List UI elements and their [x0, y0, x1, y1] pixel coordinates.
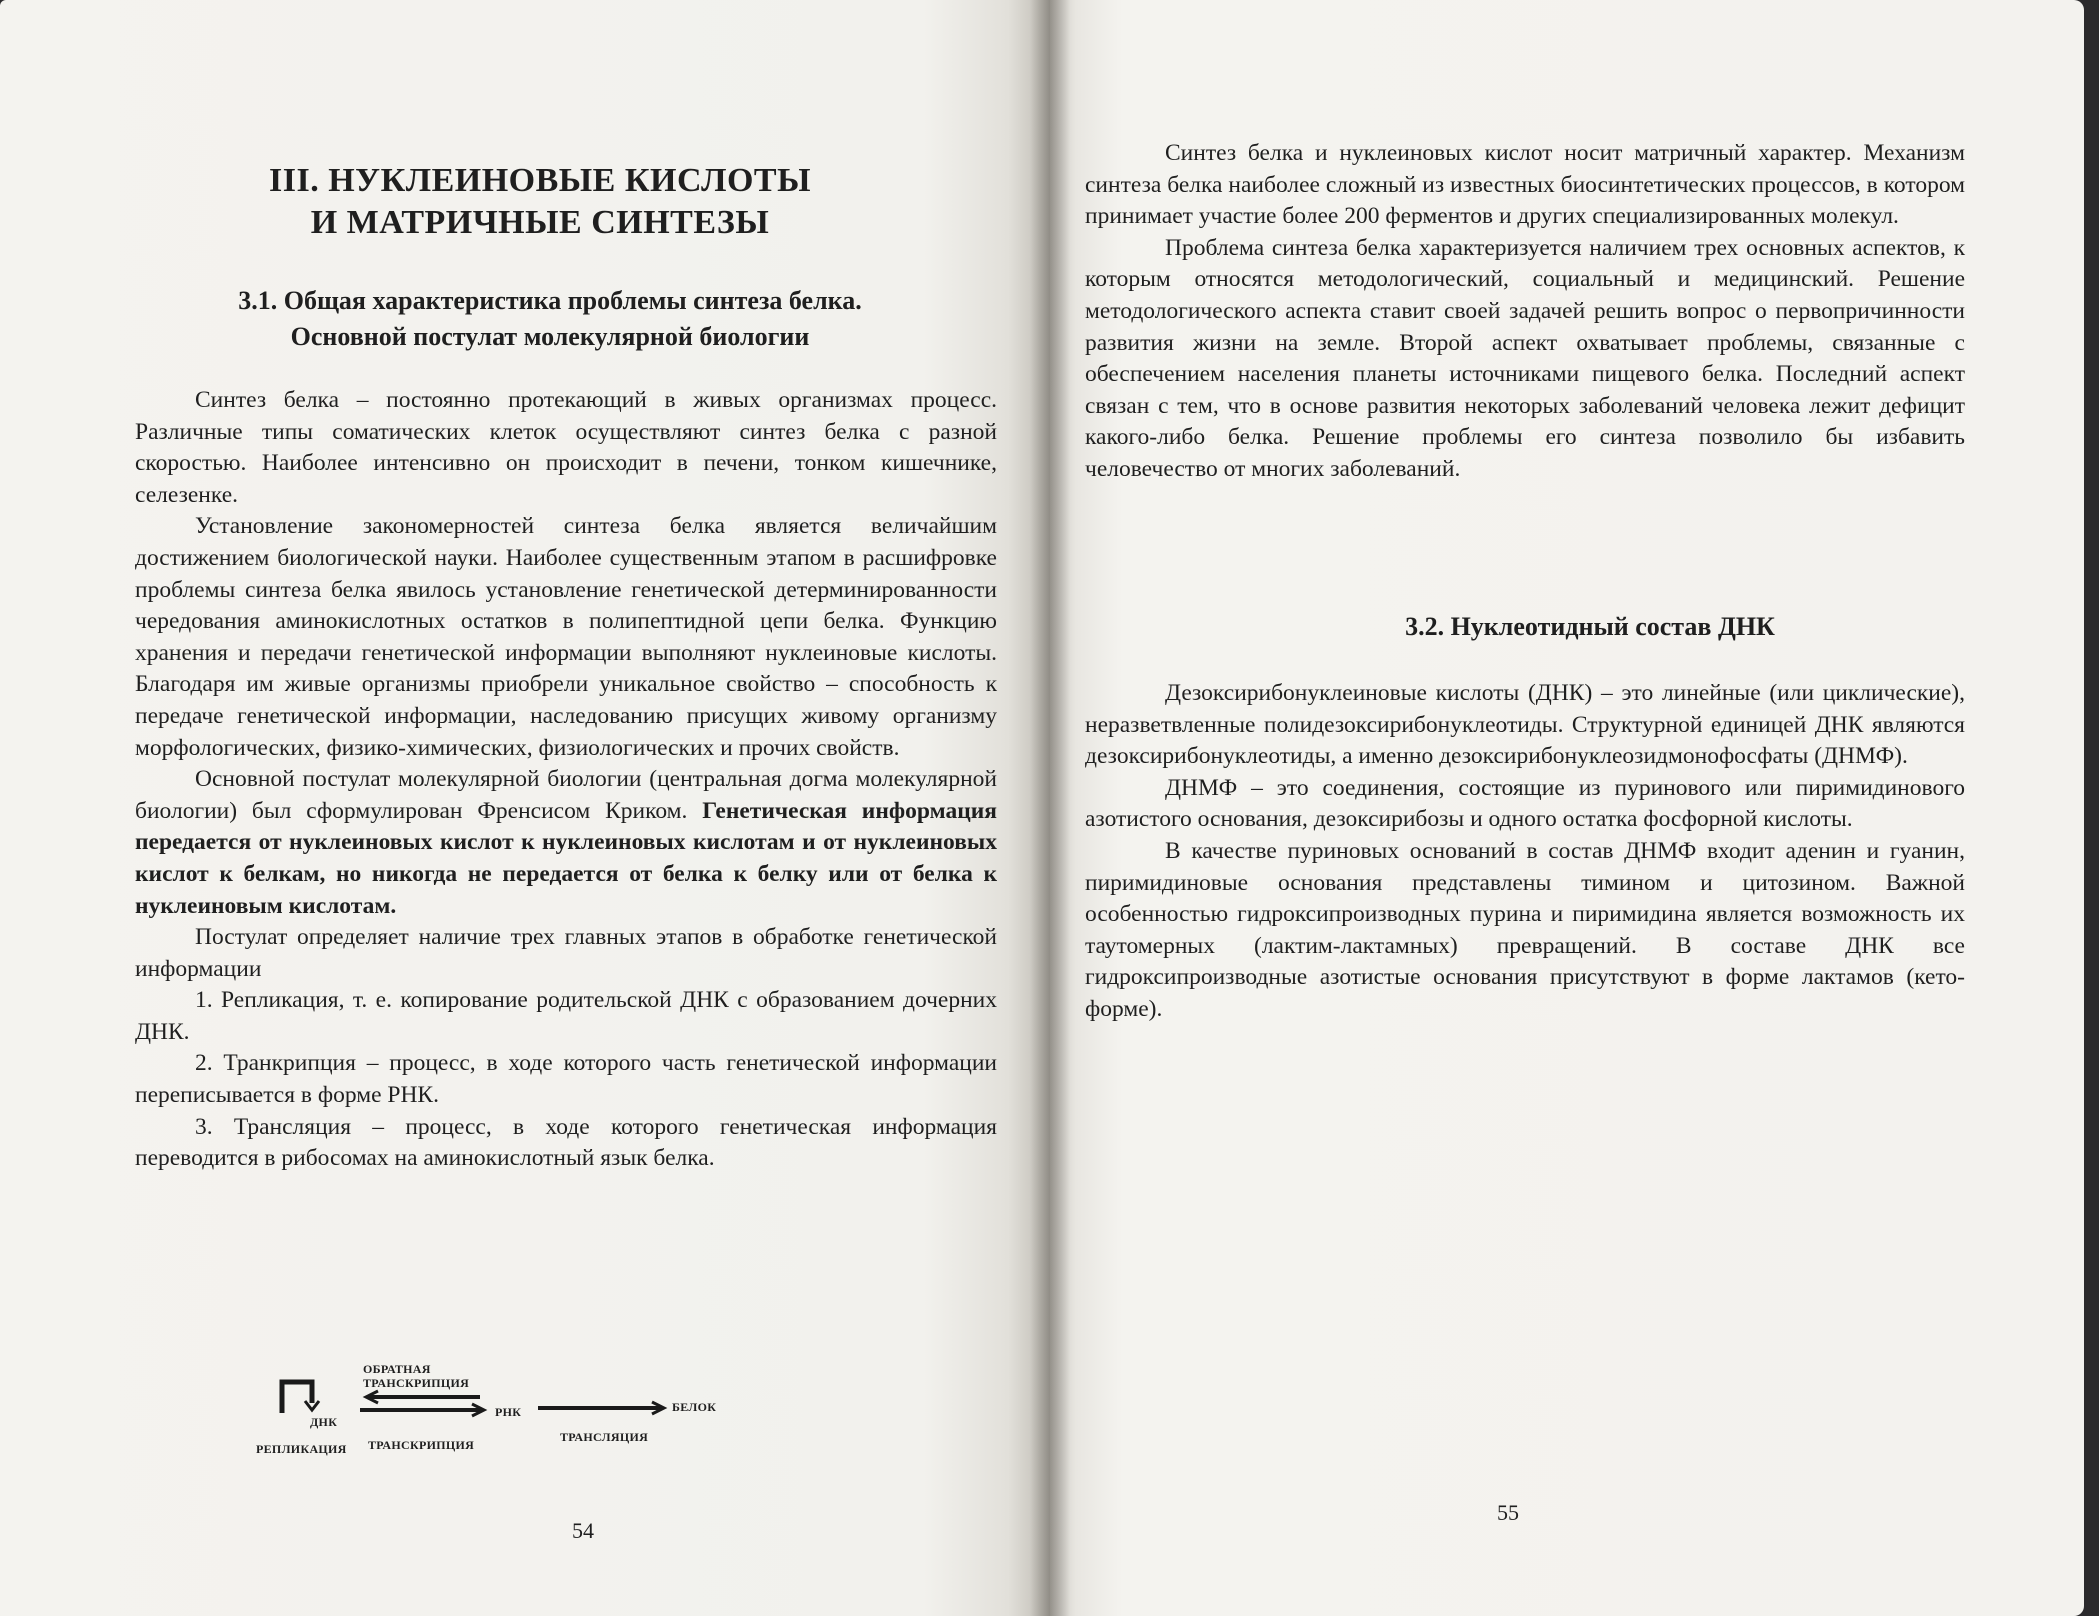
label-rna: РНК: [495, 1405, 522, 1419]
stage-item: 3. Трансляция – процесс, в ходе которого генетическая информация переводится в рибосомах на аминокислотный язык белка.: [135, 1113, 997, 1172]
chapter-title-line-2: И МАТРИЧНЫЕ СИНТЕЗЫ: [310, 204, 770, 241]
paragraph: Установление закономерностей синтеза белка является величайшим достижением биологической науки. Наиболее существенным этапом в расшифровке проблемы синтеза белка явилось установление генетической детерминированности чередования аминокислотных остатков в полипептидной цепи белка. Функцию хранения и передачи генетической информации выполняют нуклеиновые кислоты. Благодаря им живые организмы приобрели уникальное свойство – способность к передаче генетической информации, наследованию присущих живому организму морфологических, физико-химических, физиологических и прочих свойств.: [135, 513, 997, 761]
stage-item: 2. Транкрипция – процесс, в ходе которого часть генетической информации переписывается в форме РНК.: [135, 1050, 997, 1109]
paragraph: В качестве пуриновых оснований в состав ДНМФ входит аденин и гуанин, пиримидиновые основания представлены тимином и цитозином. Важной особенностью гидроксипроизводных пурина и пиримидина является возможность их таутомерных (лактим-лактамных) превращений. В составе ДНК все гидроксипроизводные азотистые основания присутствуют в форме лактамов (кето-форме).: [1085, 837, 1965, 1022]
stage-item: 1. Репликация, т. е. копирование родительской ДНК с образованием дочерних ДНК.: [135, 987, 997, 1045]
label-reverse-transcription-1: ОБРАТНАЯ: [363, 1362, 431, 1376]
label-translation: ТРАНСЛЯЦИЯ: [560, 1430, 649, 1444]
chapter-title-line-1: III. НУКЛЕИНОВЫЕ КИСЛОТЫ: [269, 162, 811, 199]
paragraph: Дезоксирибонуклеиновые кислоты (ДНК) – это линейные (или циклические), неразветвленные полидезоксирибонуклеотиды. Структурной единицей ДНК являются дезоксирибонуклеотиды, а именно дезоксирибонуклеозидмонофосфаты (ДНМФ).: [1085, 680, 1965, 770]
section-title-line-1: 3.1. Общая характеристика проблемы синтеза белка.: [238, 286, 862, 315]
central-dogma-diagram: [250, 1350, 750, 1470]
postulate-bold-text: Генетическая информация передается от нуклеиновых кислот к нуклеиновых кислотам и от нуклеиновых кислот к белкам, но никогда не передается от белка к белку или от белка к нуклеиновым кислотам.: [135, 797, 997, 919]
replication-loop-arrow: [282, 1382, 312, 1413]
label-transcription: ТРАНСКРИПЦИЯ: [368, 1438, 475, 1452]
paragraph: ДНМФ – это соединения, состоящие из пуринового или пиримидинового азотистого основания, дезоксирибозы и одного остатка фосфорной кислоты.: [1085, 774, 1965, 833]
paragraph: Синтез белка – постоянно протекающий в живых организмах процесс. Различные типы соматических клеток осуществляют синтез белка с разной скоростью. Наиболее интенсивно он происходит в печени, тонком кишечнике, селезенке.: [135, 387, 997, 508]
section-title-3-1: [170, 283, 930, 355]
postulate-paragraph: [135, 764, 997, 922]
postulate-text: Основной постулат молекулярной биологии (центральная догма молекулярной биологии) был сформулирован Френсисом Криком.: [135, 766, 997, 824]
book-spine: [1030, 0, 1070, 1616]
right-body-text-2: [1085, 678, 1965, 1026]
section-title-3-2: 3.2. Нуклеотидный состав ДНК: [1405, 612, 1775, 641]
left-body-text: [135, 385, 997, 1175]
page-number-right: 55: [1497, 1500, 1519, 1525]
paragraph: Синтез белка и нуклеиновых кислот носит матричный характер. Механизм синтеза белка наиболее сложный из известных биосинтетических процессов, в котором принимает участие более 200 ферментов и других специализированных молекул.: [1085, 140, 1965, 230]
label-replication: РЕПЛИКАЦИЯ: [256, 1442, 347, 1456]
chapter-title: [240, 160, 840, 244]
page-number-left: 54: [572, 1518, 594, 1543]
paragraph: Постулат определяет наличие трех главных этапов в обработке генетической информации: [135, 924, 997, 982]
label-dna: ДНК: [310, 1415, 338, 1429]
label-protein: БЕЛОК: [672, 1400, 717, 1414]
label-reverse-transcription-2: ТРАНСКРИПЦИЯ: [363, 1376, 470, 1390]
right-body-text: [1085, 138, 1965, 486]
paragraph: Проблема синтеза белка характеризуется наличием трех основных аспектов, к которым относятся методологический, социальный и медицинский. Решение методологического аспекта ставит своей задачей решить вопрос о первопричинности развития жизни на земле. Второй аспект охватывает проблемы, связанные с обеспечением населения планеты источниками пищевого белка. Последний аспект связан с тем, что в основе развития некоторых заболеваний человека лежит дефицит какого-либо белка. Решение проблемы его синтеза позволило бы избавить человечество от многих заболеваний.: [1085, 234, 1965, 482]
section-title-line-2: Основной постулат молекулярной биологии: [290, 322, 810, 351]
